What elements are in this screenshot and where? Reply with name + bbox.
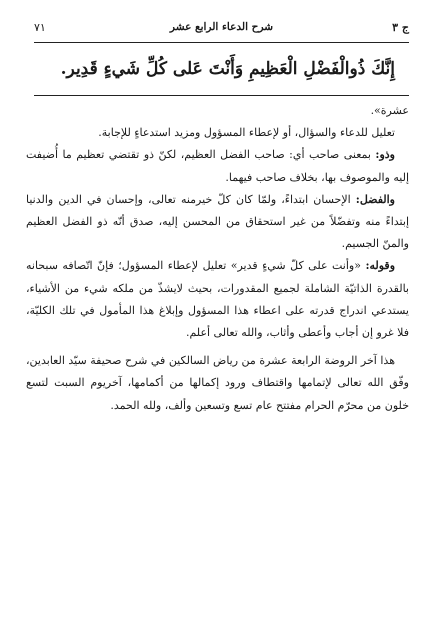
paragraph [26, 100, 409, 122]
paragraph-lead: وقوله: [365, 259, 395, 273]
section-divider [34, 95, 409, 96]
chapter-title: شرح الدعاء الرابع عشر [169, 21, 274, 33]
paragraph-text: تعليل للدعاء والسؤال، أو لإعطاء المسؤول ومزيد استدعاءٍ للإجابة. [98, 126, 395, 140]
commentary-body [26, 100, 409, 417]
supplication-verse: إِنَّكَ ذُوالْفَضْلِ الْعَظِيمِ وَأَنْتَ عَلى كُلِّ شَيءٍ قَدِير. [60, 59, 395, 79]
paragraph [26, 189, 409, 256]
paragraph-text: عشرة». [370, 104, 409, 117]
paragraph-lead: وذو: [375, 148, 395, 162]
paragraph-lead: والفضل: [355, 192, 395, 206]
paragraph-text: الإحسان ابتداءً، ولمّا كان كلّ خيرمنه تعالى، وإحسان في الدين والدنيا إبتداءً منه وتفضّلاً من غير استحقاق من المحسن إليه، صدق أنّه ذو الفضل العظيم والمنّ الجسيم. [26, 192, 409, 251]
paragraph-text: هذا آخر الروضة الرابعة عشرة من رياض السالكين في شرح صحيفة سيّد العابدين، وفّق الله تعالى لإتمامها واقتطاف ورود إكمالها من أكمامها، آخريوم السبت لتسع خلون من محرّم الحرام مفتتح عام تسع وتسعين وألف، ولله الحمد. [26, 354, 409, 412]
running-header [34, 21, 409, 39]
paragraph [26, 350, 409, 417]
paragraph-text: بمعنى صاحب أي: صاحب الفضل العظيم، لكنّ ذو تقتضي تعظيم ما أُضيفت إليه والموصوف بها، بخلاف صاحب فيهما. [26, 148, 409, 184]
page-number: ٧١ [34, 21, 46, 34]
paragraph-text: «وأنت على كلّ شيءٍ قدير» تعليل لإعطاء المسؤول؛ فإنّ اتّصافه سبحانه بالقدرة الذاتيّة الشاملة لجميع المقدورات، بحيث لايشذّ من ملكه شيء من الأشياء، يستدعي اندراج قدرته على اعطاء هذا المسؤول وإبلاغ هذا المأمول في تلك الكليّة، فلا غرو إن أجاب وأعطى وأثاب، والله تعالى أعلم. [26, 259, 409, 340]
paragraph [26, 144, 409, 188]
paragraph [26, 255, 409, 344]
header-divider [34, 42, 409, 43]
paragraph [26, 122, 409, 144]
volume-label: ج ٣ [392, 21, 409, 34]
